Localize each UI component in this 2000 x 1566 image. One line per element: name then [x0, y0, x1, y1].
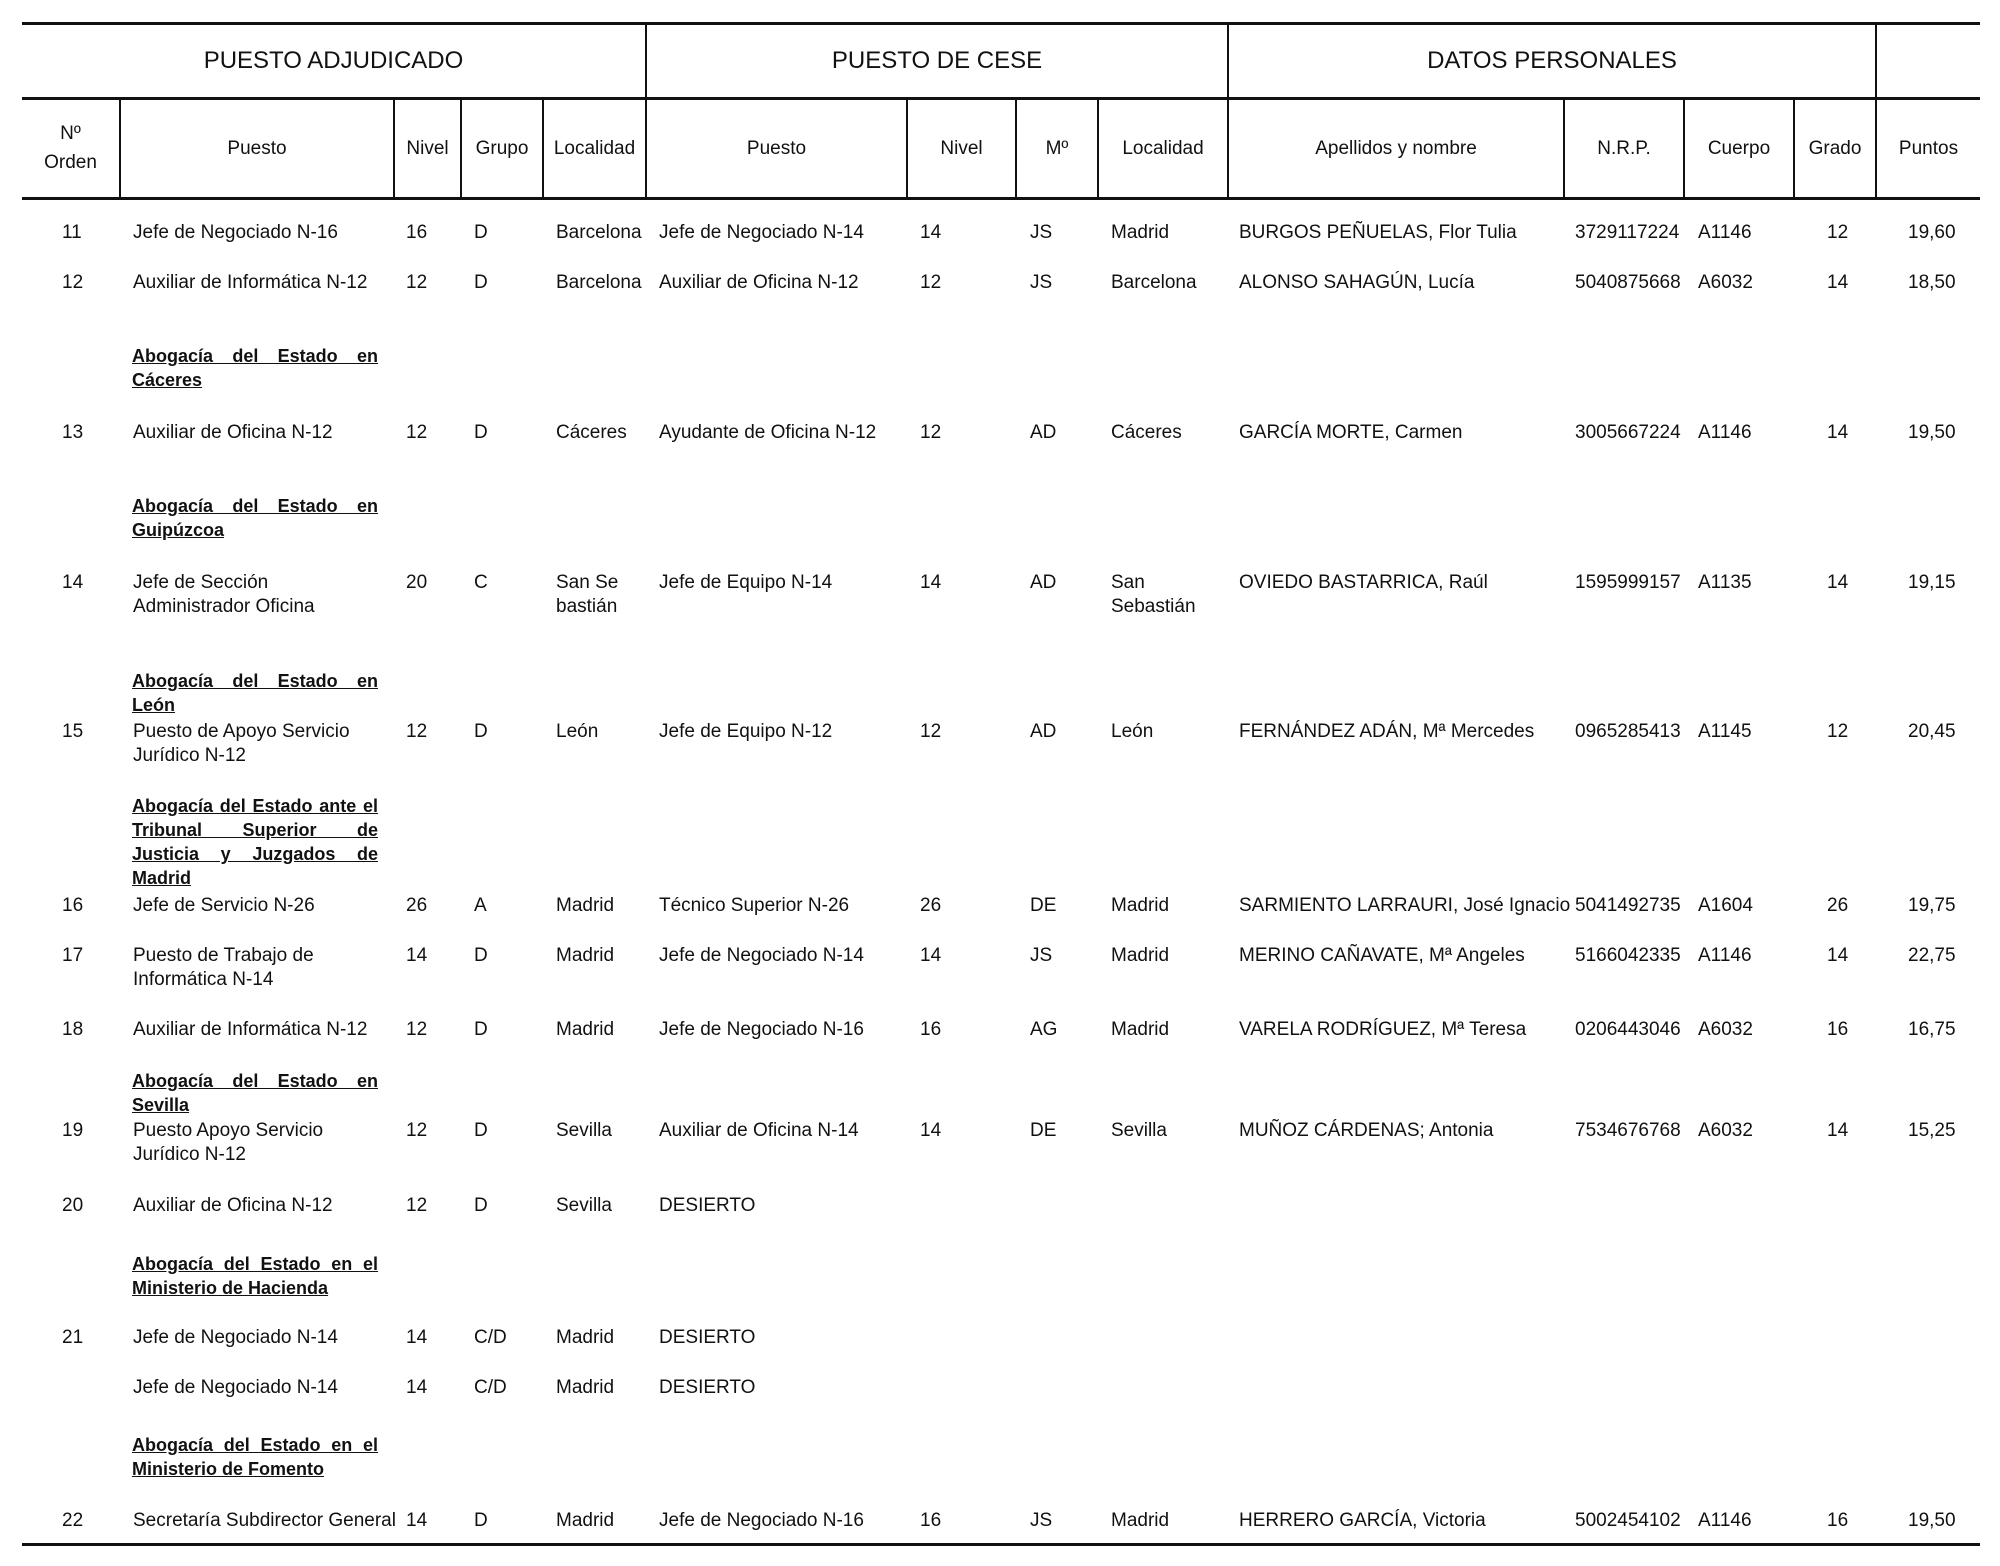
cell-localidad: Madrid [556, 945, 615, 966]
cell-puesto: Auxiliar de Informática N-12 [133, 272, 368, 293]
cell-puntos: 19,60 [1908, 222, 1956, 243]
section-heading: Abogacía del Estado en Cáceres [132, 346, 378, 390]
cell-cese-puesto: Jefe de Negociado N-16 [659, 1019, 864, 1040]
cell-grupo: A [474, 895, 487, 916]
cell-orden: 19 [62, 1120, 84, 1141]
cell-nivel: 14 [406, 1377, 428, 1398]
cell-cese-localidad: Madrid [1111, 1510, 1170, 1531]
group-header-adjudicado: PUESTO ADJUDICADO [203, 47, 464, 74]
cell-cese-puesto: Ayudante de Oficina N-12 [659, 422, 877, 443]
cell-cese-localidad: León [1111, 721, 1154, 742]
cell-nivel: 14 [406, 945, 428, 966]
cell-localidad: Madrid [556, 895, 615, 916]
col-header-orden-line1: Nº [60, 123, 81, 144]
cell-grado: 26 [1827, 895, 1849, 916]
cell-localidad: Madrid [556, 1327, 615, 1348]
cell-nrp: 7534676768 [1575, 1120, 1681, 1141]
cell-grado: 14 [1827, 572, 1849, 593]
cell-cese-nivel: 14 [920, 222, 942, 243]
cell-grupo: D [474, 945, 488, 966]
cell-cese-nivel: 12 [920, 422, 942, 443]
cell-nivel: 12 [406, 721, 428, 742]
cell-nivel: 14 [406, 1327, 428, 1348]
cell-puntos: 18,50 [1908, 272, 1956, 293]
cell-cese-m: AG [1030, 1019, 1058, 1040]
cell-localidad: Madrid [556, 1019, 615, 1040]
cell-grupo: D [474, 1019, 488, 1040]
cell-cese-m: DE [1030, 1120, 1057, 1141]
section-heading: Abogacía del Estado en León [132, 671, 378, 715]
cell-nivel: 26 [406, 895, 428, 916]
cell-grado: 12 [1827, 222, 1849, 243]
cell-nrp: 1595999157 [1575, 572, 1681, 593]
cell-nrp: 5002454102 [1575, 1510, 1681, 1531]
cell-cese-nivel: 12 [920, 272, 942, 293]
cell-localidad: Madrid [556, 1377, 615, 1398]
cell-cese-localidad: Madrid [1111, 895, 1170, 916]
cell-puntos: 19,15 [1908, 572, 1956, 593]
cell-orden: 16 [62, 895, 84, 916]
cell-cuerpo: A6032 [1698, 272, 1753, 293]
cell-puesto: Auxiliar de Oficina N-12 [133, 422, 333, 443]
cell-localidad: Barcelona [556, 272, 642, 293]
cell-nivel: 12 [406, 272, 428, 293]
section-heading: Abogacía del Estado ante el Tribunal Superior de Justicia y Juzgados de Madrid [132, 796, 378, 888]
cell-orden: 13 [62, 422, 84, 443]
section-heading: Abogacía del Estado en Guipúzcoa [132, 496, 378, 540]
cell-cuerpo: A1145 [1698, 721, 1752, 742]
cell-cuerpo: A1146 [1698, 945, 1752, 966]
cell-puntos: 19,50 [1908, 1510, 1956, 1531]
cell-grado: 16 [1827, 1510, 1849, 1531]
bottom-rule [22, 1543, 1980, 1546]
cell-nivel: 12 [406, 1195, 428, 1216]
cell-orden: 14 [62, 572, 84, 593]
cell-nivel: 16 [406, 222, 428, 243]
cell-cese-localidad: Madrid [1111, 1019, 1170, 1040]
cell-nombre: FERNÁNDEZ ADÁN, Mª Mercedes [1239, 721, 1535, 742]
cell-orden: 22 [62, 1510, 84, 1531]
cell-nivel: 12 [406, 1019, 428, 1040]
cell-cese-puesto: Jefe de Negociado N-16 [659, 1510, 864, 1531]
cell-nrp: 3729117224 [1575, 222, 1680, 243]
col-header-cese-nivel: Nivel [940, 137, 983, 159]
cell-puntos: 16,75 [1908, 1019, 1956, 1040]
cell-grupo: D [474, 1195, 488, 1216]
col-header-orden [22, 100, 119, 196]
cell-nrp: 0206443046 [1575, 1019, 1681, 1040]
cell-nombre: OVIEDO BASTARRICA, Raúl [1239, 572, 1488, 593]
cell-grado: 14 [1827, 1120, 1849, 1141]
cell-cuerpo: A1135 [1698, 572, 1752, 593]
cell-puesto: Jefe de Servicio N-26 [133, 895, 315, 916]
cell-cese-m: JS [1030, 272, 1053, 293]
cell-localidad: Sevilla [556, 1195, 612, 1216]
cell-puesto: Auxiliar de Informática N-12 [133, 1019, 368, 1040]
cell-puntos: 19,75 [1908, 895, 1956, 916]
cell-cese-puesto: Auxiliar de Oficina N-12 [659, 272, 859, 293]
cell-cese-localidad: Madrid [1111, 945, 1170, 966]
section-heading: Abogacía del Estado en Sevilla [132, 1071, 378, 1115]
cell-nrp: 5166042335 [1575, 945, 1681, 966]
cell-cese-puesto: Jefe de Equipo N-12 [659, 721, 833, 742]
cell-grupo: C/D [474, 1327, 507, 1348]
cell-orden: 12 [62, 272, 84, 293]
cell-puesto: Puesto de Apoyo Servicio Jurídico N-12 [133, 721, 350, 766]
cell-cese-m: AD [1030, 721, 1057, 742]
cell-cese-m: AD [1030, 572, 1057, 593]
group-header-datos: DATOS PERSONALES [1427, 47, 1677, 74]
cell-localidad: Cáceres [556, 422, 627, 443]
cell-cuerpo: A1146 [1698, 422, 1752, 443]
column-header-rule [22, 197, 1980, 200]
col-header-puesto: Puesto [227, 137, 287, 159]
cell-nrp: 3005667224 [1575, 422, 1681, 443]
cell-puesto: Secretaría Subdirector General [133, 1510, 396, 1531]
cell-grupo: D [474, 721, 488, 742]
cell-puesto: Jefe de Sección Administrador Oficina [133, 572, 315, 617]
cell-grupo: D [474, 222, 488, 243]
cell-puesto: Auxiliar de Oficina N-12 [133, 1195, 333, 1216]
cell-grado: 14 [1827, 422, 1849, 443]
cell-nombre: GARCÍA MORTE, Carmen [1239, 422, 1463, 443]
cell-cese-nivel: 14 [920, 572, 942, 593]
cell-cese-puesto: Jefe de Negociado N-14 [659, 945, 864, 966]
col-header-grado: Grado [1808, 137, 1862, 159]
cell-cese-nivel: 14 [920, 945, 942, 966]
cell-localidad: León [556, 721, 599, 742]
cell-cuerpo: A1604 [1698, 895, 1753, 916]
cell-nombre: SARMIENTO LARRAURI, José Ignacio [1239, 895, 1571, 916]
cell-grupo: D [474, 1120, 488, 1141]
cell-cese-puesto: Técnico Superior N-26 [659, 895, 850, 916]
cell-nivel: 14 [406, 1510, 428, 1531]
cell-cese-puesto: DESIERTO [659, 1377, 756, 1398]
col-header-nrp: N.R.P. [1597, 137, 1651, 159]
cell-cuerpo: A1146 [1698, 1510, 1752, 1531]
cell-cese-nivel: 12 [920, 721, 942, 742]
cell-nivel: 12 [406, 422, 428, 443]
col-header-nombre: Apellidos y nombre [1315, 137, 1477, 159]
col-header-cese-m: Mº [1045, 137, 1069, 159]
cell-cese-nivel: 16 [920, 1510, 942, 1531]
cell-grupo: D [474, 272, 488, 293]
cell-grupo: C [474, 572, 488, 593]
section-heading: Abogacía del Estado en el Ministerio de Hacienda [132, 1254, 378, 1298]
col-header-localidad: Localidad [553, 137, 636, 159]
cell-nivel: 12 [406, 1120, 428, 1141]
cell-cese-m: AD [1030, 422, 1057, 443]
cell-localidad: Sevilla [556, 1120, 612, 1141]
col-header-cese-puesto: Puesto [746, 137, 807, 159]
cell-cese-nivel: 16 [920, 1019, 942, 1040]
cell-orden: 17 [62, 945, 84, 966]
cell-nombre: MUÑOZ CÁRDENAS; Antonia [1239, 1120, 1494, 1141]
cell-puesto: Jefe de Negociado N-16 [133, 222, 338, 243]
cell-nombre: ALONSO SAHAGÚN, Lucía [1239, 272, 1475, 293]
cell-orden: 11 [62, 222, 82, 243]
cell-nrp: 5041492735 [1575, 895, 1681, 916]
cell-cese-m: JS [1030, 222, 1053, 243]
cell-cese-puesto: DESIERTO [659, 1327, 756, 1348]
cell-cese-localidad: San Sebastián [1111, 572, 1196, 617]
cell-cese-nivel: 14 [920, 1120, 942, 1141]
cell-cese-m: JS [1030, 1510, 1053, 1531]
cell-puesto: Jefe de Negociado N-14 [133, 1327, 338, 1348]
cell-cese-puesto: Auxiliar de Oficina N-14 [659, 1120, 859, 1141]
cell-nivel: 20 [406, 572, 428, 593]
cell-cese-localidad: Madrid [1111, 222, 1170, 243]
cell-puesto: Puesto Apoyo Servicio Jurídico N-12 [133, 1120, 324, 1165]
cell-localidad: Barcelona [556, 222, 642, 243]
cell-puntos: 15,25 [1908, 1120, 1956, 1141]
cell-localidad: Madrid [556, 1510, 615, 1531]
cell-cese-nivel: 26 [920, 895, 942, 916]
cell-puntos: 20,45 [1908, 721, 1956, 742]
cell-nombre: BURGOS PEÑUELAS, Flor Tulia [1239, 222, 1517, 243]
cell-cese-localidad: Barcelona [1111, 272, 1197, 293]
cell-cese-m: DE [1030, 895, 1057, 916]
cell-grado: 16 [1827, 1019, 1849, 1040]
cell-nombre: VARELA RODRÍGUEZ, Mª Teresa [1239, 1019, 1527, 1040]
cell-cese-localidad: Sevilla [1111, 1120, 1167, 1141]
cell-localidad: San Sebastián [556, 572, 619, 617]
cell-cese-puesto: Jefe de Negociado N-14 [659, 222, 864, 243]
cell-puesto: Puesto de Trabajo de Informática N-14 [133, 945, 314, 990]
cell-grupo: D [474, 1510, 488, 1531]
cell-cuerpo: A6032 [1698, 1120, 1753, 1141]
cell-orden: 18 [62, 1019, 84, 1040]
cell-cese-localidad: Cáceres [1111, 422, 1182, 443]
col-header-nivel: Nivel [406, 137, 449, 159]
cell-nombre: MERINO CAÑAVATE, Mª Angeles [1239, 945, 1525, 966]
col-header-puntos: Puntos [1898, 137, 1959, 159]
cell-grado: 12 [1827, 721, 1849, 742]
group-header-cese: PUESTO DE CESE [831, 47, 1043, 74]
cell-orden: 15 [62, 721, 84, 742]
cell-orden: 20 [62, 1195, 84, 1216]
cell-grado: 14 [1827, 945, 1849, 966]
cell-cese-puesto: DESIERTO [659, 1195, 756, 1216]
col-header-grupo: Grupo [475, 137, 529, 159]
cell-nrp: 5040875668 [1575, 272, 1681, 293]
cell-nombre: HERRERO GARCÍA, Victoria [1239, 1510, 1486, 1531]
col-header-cuerpo: Cuerpo [1707, 137, 1771, 159]
cell-cuerpo: A6032 [1698, 1019, 1753, 1040]
cell-nrp: 0965285413 [1575, 721, 1681, 742]
cell-cese-puesto: Jefe de Equipo N-14 [659, 572, 833, 593]
cell-puesto: Jefe de Negociado N-14 [133, 1377, 338, 1398]
cell-grupo: D [474, 422, 488, 443]
cell-cuerpo: A1146 [1698, 222, 1752, 243]
cell-orden: 21 [62, 1327, 84, 1348]
col-header-cese-localidad: Localidad [1122, 137, 1204, 159]
col-header-orden-line2: Orden [44, 152, 97, 173]
section-heading: Abogacía del Estado en el Ministerio de Fomento [132, 1435, 378, 1479]
cell-grupo: C/D [474, 1377, 507, 1398]
cell-puntos: 22,75 [1908, 945, 1956, 966]
cell-puntos: 19,50 [1908, 422, 1956, 443]
cell-cese-m: JS [1030, 945, 1053, 966]
cell-grado: 14 [1827, 272, 1849, 293]
